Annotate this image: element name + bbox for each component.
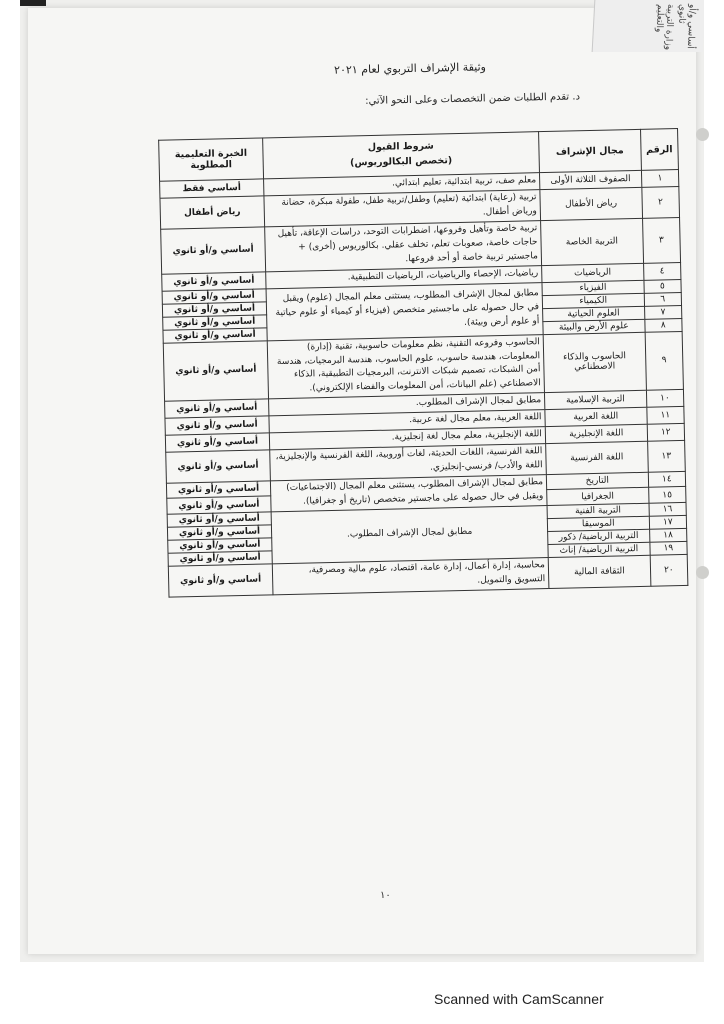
admission-table: [158, 128, 688, 597]
row-field: رياض الأطفال: [540, 187, 642, 220]
row-experience: أساسي و/أو ثانوي: [165, 399, 269, 418]
page-number: ١٠: [380, 890, 391, 901]
row-experience: أساسي و/أو ثانوي: [163, 314, 267, 329]
row-conditions: مطابق لمجال الإشراف المطلوب.: [268, 393, 544, 416]
row-field: التربية الرياضية/ ذكور: [548, 529, 650, 544]
row-experience: أساسي و/أو ثانوي: [166, 481, 270, 499]
row-num: ٥: [644, 279, 682, 293]
row-field: التربية الفنية: [547, 503, 649, 518]
row-field: اللغة العربية: [545, 408, 647, 427]
side-strip: [592, 0, 704, 52]
row-field: الحاسوب والذكاء الاصطناعي: [543, 332, 646, 393]
scanned-page: [20, 0, 704, 962]
row-conditions: اللغة الفرنسية، اللغات الحديثة، لغات أوروبية، اللغة الفرنسية والإنجليزية، اللغة والأدب/ فرنسي-إنجليزي.: [270, 444, 547, 481]
row-field: الجغرافيا: [547, 488, 649, 506]
row-conditions: مطابق لمجال الإشراف المطلوب، يستثنى معلم المجال (علوم) ويقبل في حال حصوله على ماجستير متخصص (فيزياء أو كيمياء أو علوم حياتية أو علوم أرض وبيئة).: [266, 282, 543, 340]
row-num: ٦: [644, 292, 682, 306]
row-conditions: مطابق لمجال الإشراف المطلوب، يستثنى معلم المجال (الاجتماعيات) ويقبل في حال حصوله على ماجستير متخصص (تاريخ أو جغرافيا).: [270, 475, 547, 512]
row-conditions: تربية خاصة وتأهيل وفروعها، اضطرابات التوحد، دراسات الإعاقة، تأهيل حاجات خاصة، صعوبات تعلم، تخلف عقلي. بكالوريوس (أخرى) + ماجستير تربية خاصة أو أحد فروعها.: [265, 220, 542, 271]
row-experience: أساسي و/أو ثانوي: [167, 525, 271, 540]
row-conditions: معلم صف، تربية ابتدائية، تعليم ابتدائي.: [264, 173, 540, 196]
row-field: العلوم الحياتية: [543, 306, 645, 321]
intro-line: د. تقدم الطلبات ضمن التخصصات وعلى النحو الآتي:: [365, 91, 581, 107]
row-field: الصفوف الثلاثة الأولى: [539, 170, 641, 189]
row-field: التربية الإسلامية: [544, 391, 646, 410]
row-experience: أساسي و/أو ثانوي: [162, 301, 266, 316]
row-experience: أساسي و/أو ثانوي: [162, 272, 266, 291]
side-text-1: وزارة التربية والتعليم: [653, 4, 676, 51]
row-num: ١٧: [649, 515, 687, 529]
row-field: الرياضيات: [542, 263, 644, 282]
row-field: الموسيقا: [547, 516, 649, 531]
row-num: ٢٠: [650, 554, 688, 586]
row-num: ٧: [644, 305, 682, 319]
row-field: التاريخ: [546, 472, 648, 490]
side-text-2: أساسي و/أو ثانوي: [676, 4, 698, 49]
row-field: علوم الأرض والبيئة: [543, 319, 645, 334]
row-experience: أساسي و/أو ثانوي: [162, 288, 266, 303]
row-experience: أساسي و/أو ثانوي: [161, 227, 266, 274]
header-experience: الخبرة التعليمية المطلوبة: [159, 138, 264, 181]
row-field: الكيمياء: [542, 293, 644, 308]
row-num: ١١: [647, 407, 685, 425]
header-field: مجال الإشراف: [539, 129, 642, 172]
punch-hole: [696, 566, 709, 579]
row-experience: رياض أطفال: [160, 196, 265, 229]
camscanner-watermark: Scanned with CamScanner: [434, 991, 604, 1007]
row-experience: أساسي و/أو ثانوي: [167, 512, 271, 527]
row-conditions: مطابق لمجال الإشراف المطلوب.: [271, 505, 548, 563]
punch-hole: [696, 128, 709, 141]
corner-mark: [20, 0, 46, 6]
row-num: ٨: [644, 318, 682, 332]
row-num: ١٤: [648, 471, 686, 487]
row-conditions: رياضيات، الإحصاء والرياضيات، الرياضيات التطبيقية.: [266, 265, 542, 288]
row-conditions: محاسبة، إدارة أعمال، إدارة عامة، اقتصاد، علوم مالية ومصرفية، التسويق والتمويل.: [272, 557, 549, 594]
row-num: ١٩: [650, 541, 688, 555]
row-experience: أساسي و/أو ثانوي: [167, 496, 271, 514]
row-num: ١٥: [648, 487, 686, 503]
header-conditions: شروط القبول (تخصص البكالوريوس): [263, 132, 540, 179]
row-experience: أساسي و/أو ثانوي: [168, 564, 273, 597]
row-conditions: اللغة العربية، معلم مجال لغة عربية.: [269, 410, 545, 433]
row-field: اللغة الفرنسية: [546, 441, 648, 474]
row-experience: أساسي و/أو ثانوي: [168, 551, 272, 566]
row-conditions: الحاسوب وفروعه التقنية، نظم معلومات حاسوبية، تقنية (إدارة) المعلومات، هندسة حاسوب، علوم الحاسوب، هندسة البرمجيات، هندسة أمن الشبكات، تصميم شبكات الانترنت، البرمجيات التطبيقية، الذكاء الاصطناعي (علم البيانات، أمن المعلومات والفضاء الإلكتروني).: [267, 334, 544, 399]
row-num: ٢: [642, 186, 680, 218]
document-title: وثيقة الإشراف التربوي لعام ٢٠٢١: [333, 60, 487, 77]
row-num: ٤: [643, 262, 681, 280]
row-num: ١٢: [647, 424, 685, 442]
row-experience: أساسي و/أو ثانوي: [163, 340, 268, 401]
row-experience: أساسي و/أو ثانوي: [163, 327, 267, 342]
row-field: التربية الخاصة: [541, 218, 644, 265]
row-num: ١٨: [649, 528, 687, 542]
row-num: ٩: [645, 331, 684, 391]
row-experience: أساسي و/أو ثانوي: [165, 416, 269, 435]
header-num: الرقم: [640, 129, 678, 171]
row-experience: أساسي و/أو ثانوي: [168, 538, 272, 553]
row-field: التربية الرياضية/ إناث: [548, 542, 650, 557]
row-experience: أساسي و/أو ثانوي: [165, 433, 269, 452]
row-field: الثقافة المالية: [548, 555, 650, 588]
row-num: ١٠: [646, 390, 684, 408]
row-field: اللغة الإنجليزية: [545, 424, 647, 443]
row-field: الفيزياء: [542, 280, 644, 295]
row-num: ١: [641, 170, 679, 188]
row-num: ٣: [642, 217, 680, 263]
row-experience: أساسي فقط: [160, 179, 264, 198]
row-conditions: تربية (رعاية) ابتدائية (تعليم) وطفل/تربية طفل، طفولة مبكرة، حضانة ورياض أطفال.: [264, 190, 541, 227]
row-num: ١٦: [649, 502, 687, 516]
row-conditions: اللغة الإنجليزية، معلم مجال لغة إنجليزية.: [269, 427, 545, 450]
row-num: ١٣: [647, 441, 685, 473]
row-experience: أساسي و/أو ثانوي: [166, 450, 271, 483]
